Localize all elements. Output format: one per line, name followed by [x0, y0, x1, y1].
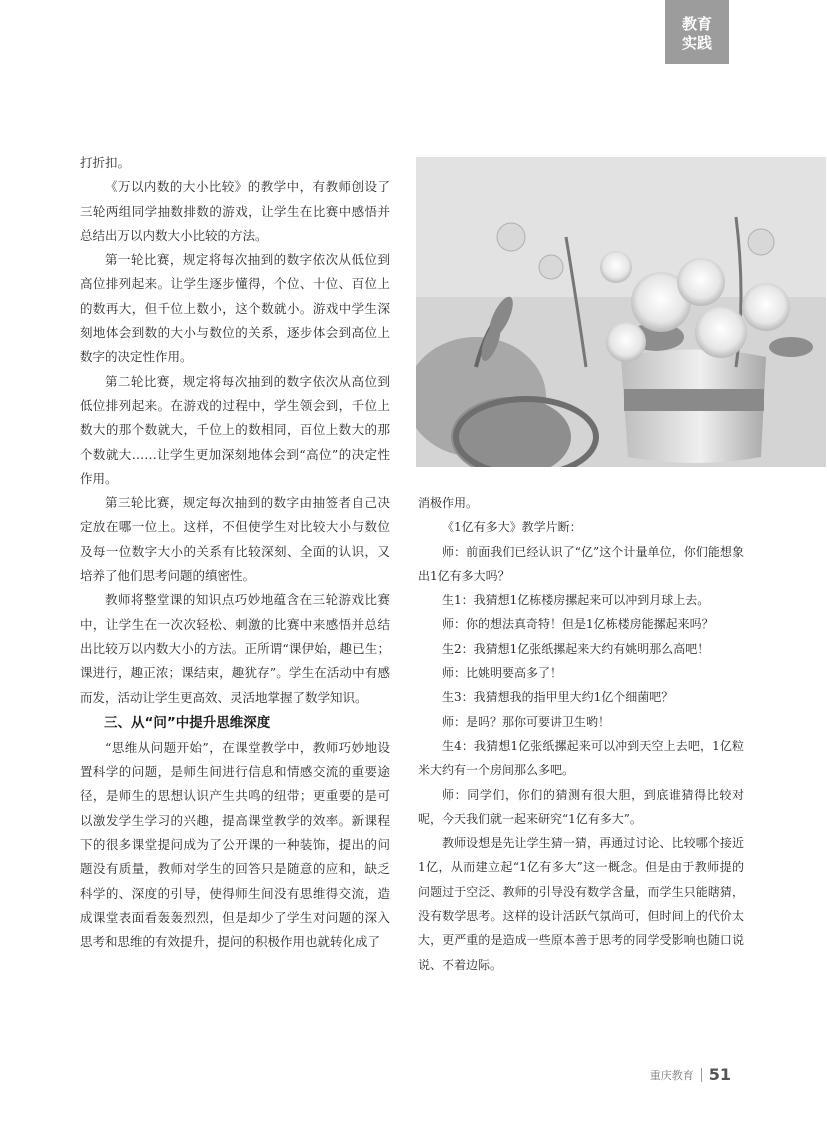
flower-photo [416, 157, 826, 467]
section-heading: 三、从“问”中提升思维深度 [104, 714, 271, 731]
paragraph: 教师设想是先让学生猜一猜，再通过讨论、比较哪个接近1亿，从而建立起“1亿有多大”这一概念。但是由于教师提的问题过于空泛、教师的引导没有数学含量，而学生只能瞎猜，没有数学思考。这样的设计活跃气氛尚可，但时间上的代价太大，更严重的是造成一些原本善于思考的同学受影响也随口说说、不着边际。 [418, 836, 744, 972]
dialogue-line: 师：前面我们已经认识了“亿”这个计量单位，你们能想象出1亿有多大吗？ [418, 544, 744, 583]
left-column [80, 151, 390, 955]
right-column [418, 491, 744, 977]
dialogue-line: 师：比姚明要高多了！ [442, 666, 563, 681]
paragraph: 第三轮比赛，规定每次抽到的数字由抽签者自己决定放在哪一位上。这样，不但使学生对比较大小与数位及每一位数字大小的关系有比较深刻、全面的认识，又培养了他们思考问题的缜密性。 [80, 495, 390, 584]
journal-name: 重庆教育 [649, 1068, 694, 1082]
dialogue-line: 师：同学们，你们的猜测有很大胆，到底谁猜得比较对呢，今天我们就一起来研究“1亿有多大”。 [418, 787, 744, 826]
dialogue-line: 生4：我猜想1亿张纸摞起来可以冲到天空上去吧，1亿粒米大约有一个房间那么多吧。 [418, 738, 744, 778]
paragraph: 第二轮比赛，规定将每次抽到的数字依次从高位到低位排列起来。在游戏的过程中，学生领会到，千位上数大的那个数就大，千位上的数相同，百位上数大的那个数就大……让学生更加深刻地体会到“高位”的决定性作用。 [80, 373, 390, 486]
flower-photo-illustration [416, 157, 826, 467]
section-tag-line1: 教育 [681, 15, 712, 33]
paragraph: 消极作用。 [418, 496, 479, 510]
page-footer [650, 1065, 731, 1084]
page-number: 51 [708, 1065, 731, 1084]
dialogue-line: 师：是吗？那你可要讲卫生哟！ [442, 714, 611, 729]
dialogue-line: 生2：我猜想1亿张纸摞起来大约有姚明那么高吧！ [442, 641, 710, 656]
paragraph: 《1亿有多大》教学片断： [442, 520, 582, 535]
section-tag-line2: 实践 [681, 34, 712, 52]
dialogue-line: 师：你的想法真奇特！但是1亿栋楼房能摞起来吗？ [442, 617, 714, 632]
dialogue-line: 生3：我猜想我的指甲里大约1亿个细菌吧？ [442, 690, 674, 705]
dialogue-line: 生1：我猜想1亿栋楼房摞起来可以冲到月球上去。 [442, 593, 710, 608]
paragraph: 打折扣。 [80, 155, 131, 170]
paragraph: 《万以内数的大小比较》的教学中，有教师创设了三轮两组同学抽数排数的游戏，让学生在比赛中感悟并总结出万以内数大小比较的方法。 [80, 179, 390, 243]
paragraph: 教师将整堂课的知识点巧妙地蕴含在三轮游戏比赛中，让学生在一次次轻松、刺激的比赛中来感悟并总结出比较万以内数大小的方法。正所谓“课伊始，趣已生；课进行，趣正浓；课结束，趣犹存”。学生在活动中有感而发，活动让学生更高效、灵活地掌握了数学知识。 [80, 592, 390, 705]
paragraph: 第一轮比赛，规定将每次抽到的数字依次从低位到高位排列起来。让学生逐步懂得，个位、十位、百位上的数再大，但千位上数小，这个数就小。游戏中学生深刻地体会到数的大小与数位的关系，逐步体会到高位上数字的决定性作用。 [80, 252, 390, 365]
paragraph: “思维从问题开始”，在课堂教学中，教师巧妙地设置科学的问题，是师生间进行信息和情感交流的重要途径，是师生的思想认识产生共鸣的纽带；更重要的是可以激发学生学习的兴趣，提高课堂教学的效率。新课程下的很多课堂提问成为了公开课的一种装饰，提出的问题没有质量，教师对学生的回答只是随意的应和，缺乏科学的、深度的引导，使得师生间没有思维得交流，造成课堂表面看轰轰烈烈，但是却少了学生对问题的深入思考和思维的有效提升，提问的积极作用也就转化成了 [80, 739, 390, 950]
section-tag [665, 0, 729, 64]
footer-divider [701, 1068, 702, 1082]
